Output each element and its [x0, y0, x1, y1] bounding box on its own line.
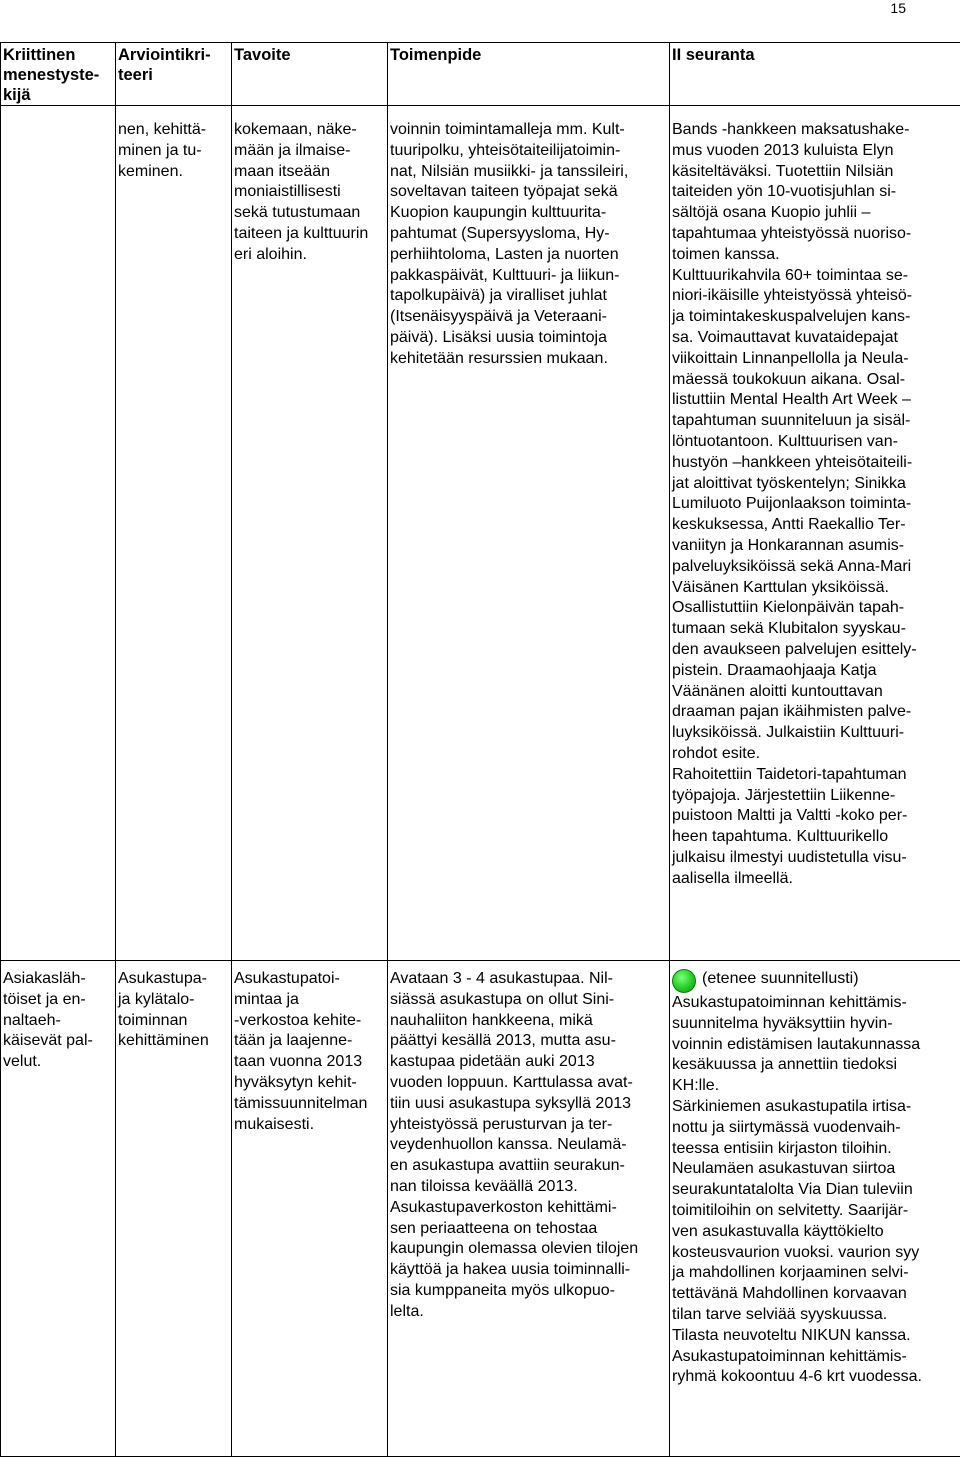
- cell-critical-factor: [1, 106, 116, 961]
- status-indicator: [672, 969, 959, 993]
- cell-action: voinnin toimintamalleja mm. Kult- tuuripolku, yhteisötaiteilijatoimin- nat, Nilsiän musiikki- ja tanssileiri, soveltavan taiteen työpajat sekä Kuopion kaupungin kulttuurita- pahtumat (Supersyysloma, Hy- perhiihtoloma, Lasten ja nuorten pakkaspäivät, Kulttuuri- ja liikun- tapolkupäivä) ja viralliset juhlat (Itsenäisyyspäivä ja Veteraani- päivä). Lisäksi uusia toimintoja kehitetään resurssien mukaan.: [388, 106, 670, 961]
- header-goal: Tavoite: [232, 43, 388, 106]
- table-header-row: [1, 43, 960, 106]
- evaluation-table: [0, 42, 960, 1457]
- cell-follow-up: (etenee suunnitellusti) Asukastupatoiminnan kehittämis- suunnitelma hyväksyttiin hyvin- voinnin edistämisen lautakunnassa kesäkuussa ja annettiin tiedoksi KH:lle. Särkiniemen asukastupatila irtisa- nottu ja siirtymässä vuodenvaih- teessa entisiin kirjaston tiloihin. Neulamäen asukastuvan siirtoa seurakuntatalolta Via Dian tuleviin toimitiloihin on selvitetty. Saarijär- ven asukastuvalla käyttökielto kosteusvaurion vuoksi. vaurion syy ja mahdollinen korjaaminen selvi- tettävänä Mahdollinen korvaavan tilan tarve selviää syyskuussa. Tilasta neuvoteltu NIKUN kanssa. Asukastupatoiminnan kehittämis- ryhmä kokoontuu 4-6 krt vuodessa.: [670, 961, 960, 1457]
- header-action: Toimenpide: [388, 43, 670, 106]
- status-label: (etenee suunnitellusti): [702, 970, 859, 987]
- cell-follow-up: Bands -hankkeen maksatushake- mus vuoden 2013 kuluista Elyn käsiteltäväksi. Tuotettiin Nilsiän taiteiden yön 10-vuotisjuhlan si- sältöjä osana Kuopio juhlii – tapahtumaa yhteistyössä nuoriso- toimen kanssa. Kulttuurikahvila 60+ toimintaa se- niori-ikäisille yhteistyössä yhteisö- ja toimintakeskuspalvelujen kans- sa. Voimauttavat kuvataidepajat viikoittain Linnanpellolla ja Neula- mäessä toukokuun aikana. Osal- listuttiin Mental Health Art Week – tapahtuman suunniteluun ja sisäl- löntuotantoon. Kulttuurisen van- hustyön –hankkeen yhteisötaiteili- jat aloittivat työskentelyn; Sinikka Lumiluoto Puijonlaakson toiminta- keskuksessa, Antti Raekallio Ter- vaniityn ja Honkarannan asumis- palveluyksiköissä sekä Anna-Mari Väisänen Karttulan yksiköissä. Osallistuttiin Kielonpäivän tapah- tumaan sekä Klubitalon syyskau- den avaukseen palvelujen esittely- pistein. Draamaohjaaja Katja Väänänen aloitti kuntouttavan draaman pajan ikäihmisten palve- luyksiköissä. Julkaistiin Kulttuuri- rohdot esite. Rahoitettiin Taidetori-tapahtuman työpajoja. Järjestettiin Liikenne- puistoon Maltti ja Valtti -koko per- heen tapahtuma. Kulttuurikello julkaisu ilmestyi uudistetulla visu- aalisella ilmeellä.: [670, 106, 960, 961]
- cell-goal: Asukastupatoi- mintaa ja -verkostoa kehite- tään ja laajenne- taan vuonna 2013 hyväksytyn kehit- tämissuunnitelman mukaisesti.: [232, 961, 388, 1457]
- header-second-follow-up: II seuranta: [670, 43, 960, 106]
- cell-criterion: Asukastupa- ja kylätalo- toiminnan kehittäminen: [116, 961, 232, 1457]
- cell-criterion: nen, kehittä- minen ja tu- keminen.: [116, 106, 232, 961]
- cell-critical-factor: Asiakasläh- töiset ja en- naltaeh- käisevät pal- velut.: [1, 961, 116, 1457]
- green-status-icon: [672, 969, 696, 993]
- table-row: [1, 961, 960, 1457]
- cell-action: Avataan 3 - 4 asukastupaa. Nil- siässä asukastupa on ollut Sini- nauhaliiton hankkeena, mikä päättyi kesällä 2013, mutta asu- kastupaa pidetään auki 2013 vuoden loppuun. Karttulassa avat- tiin uusi asukastupa syksyllä 2013 yhteistyössä perusturvan ja ter- veydenhuollon kanssa. Neulamä- en asukastupa avattiin seurakun- nan tiloissa keväällä 2013. Asukastupaverkoston kehittämi- sen periaatteena on tehostaa kaupungin olemassa olevien tilojen käyttöä ja hakea uusia toiminnalli- sia kumppaneita myös ulkopuo- lelta.: [388, 961, 670, 1457]
- header-evaluation-criterion: Arviointikri- teeri: [116, 43, 232, 106]
- table-row: [1, 106, 960, 961]
- cell-goal: kokemaan, näke- mään ja ilmaise- maan itseään moniaistillisesti sekä tutustumaan taiteen ja kulttuurin eri aloihin.: [232, 106, 388, 961]
- header-critical-success-factor: Kriittinen menestyste- kijä: [1, 43, 116, 106]
- page-number: 15: [890, 0, 906, 16]
